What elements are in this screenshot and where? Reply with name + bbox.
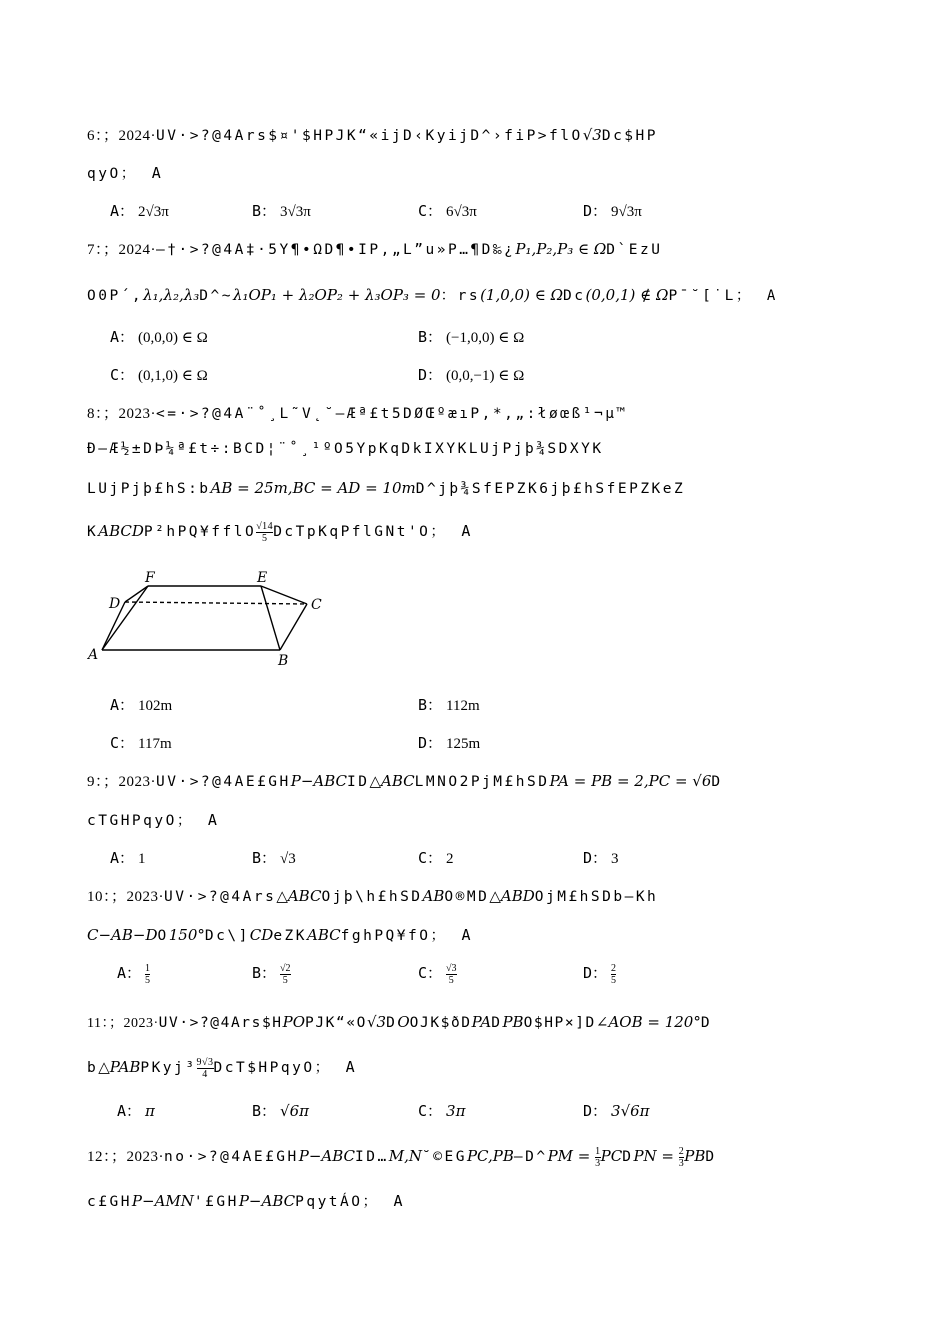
- q7-line-1: 7：；2024·—†·>?@4A‡·5Y¶•ΩD¶•IP,„L”u»P…¶D‰¿P₁,P₂,P₃ ∈ ΩD`EzU: [87, 240, 663, 258]
- edge-dc-hidden: [125, 602, 307, 604]
- label-e: E: [257, 570, 268, 586]
- q7-option-b: B： (−1,0,0) ∈ Ω: [418, 328, 525, 346]
- label-d: D: [109, 596, 121, 612]
- q8-option-b: B： 112m: [418, 696, 480, 714]
- q9-option-d: D： 3: [583, 849, 619, 867]
- q7-line-2: O0P´,λ₁,λ₂,λ₃D^~λ₁OP₁ + λ₂OP₂ + λ₃OP₃ = 0：rs(1,0,0) ∈ ΩDc(0,0,1) ∉ ΩP¯˘[˙L； A: [87, 286, 778, 304]
- label-f: F: [145, 570, 155, 586]
- q12-fraction-2: $\frac{2}{3}$: [678, 1146, 685, 1170]
- q12-line-2: c£GHP−AMN'£GHP−ABCPqytÁO； A: [87, 1192, 405, 1210]
- label-a: A: [88, 647, 99, 663]
- label-b: B: [278, 653, 289, 669]
- q9-option-a: A： 1: [110, 849, 146, 867]
- q6-line-2: qyO； A: [87, 164, 163, 182]
- q12-line-1: 12：；2023·no·>?@4AE£GHP−ABCID…M,N˘©EGPC,PB—D^PM = $\frac{1}{3}$ PCDPN = $\frac{2}{3}$ PBD: [87, 1146, 717, 1170]
- q12-fraction-1: $\frac{1}{3}$: [595, 1146, 601, 1170]
- q9-line-1: 9：；2023·UV·>?@4AE£GHP−ABCID△ABCLMNO2PjM£hSDPA = PB = 2,PC = √6D: [87, 772, 723, 790]
- q11-option-d: D： 3√6π: [583, 1102, 650, 1120]
- q9-line-2: cTGHPqyO； A: [87, 811, 219, 829]
- q8-fraction: $\frac{√14}{5}$: [256, 521, 274, 545]
- q8-line-3: LUjPjþ£hS:bAB = 25m,BC = AD = 10mD^jþ¾SfEPZK6jþ£hSfEPZKeZ: [87, 479, 686, 497]
- frustum-figure: [85, 565, 335, 670]
- q11-line-2: b△PABPKyj³ $\frac{9√3}{4}$ DcT$HPqyO； A: [87, 1057, 357, 1081]
- q8-line-4: KABCDP²hPQ¥fflO $\frac{√14}{5}$ DcTpKqPflGNt'O； A: [87, 521, 473, 545]
- q11-option-c: C： 3π: [418, 1102, 466, 1120]
- edge-ec: [261, 586, 307, 604]
- q11-fraction: $\frac{9√3}{4}$: [196, 1057, 214, 1081]
- q10-option-c: C： $\frac{√3}{5}$: [418, 963, 457, 987]
- q7-option-c: C： (0,1,0) ∈ Ω: [110, 366, 208, 384]
- q6-option-b: B： 3√3π: [252, 202, 311, 220]
- q11-line-1: 11：；2023·UV·>?@4Ars$HPOPJK“«O√3DOOJK$ðDPADPBO$HP×]D∠AOB = 120°D: [87, 1013, 713, 1031]
- q7-option-a: A： (0,0,0) ∈ Ω: [110, 328, 208, 346]
- q8-line-2: Ð—Æ½±DÞ¼ª£t÷:BCD¦¨˚¸¹ºO5YpKqDkIXYKLUjPjþ¾SDXYK: [87, 441, 604, 457]
- q10-option-d: D： $\frac{2}{5}$: [583, 963, 617, 987]
- edge-bc: [280, 604, 307, 650]
- q7-option-d: D： (0,0,−1) ∈ Ω: [418, 366, 525, 384]
- q11-option-b: B： √6π: [252, 1102, 309, 1120]
- label-c: C: [311, 597, 322, 613]
- edge-df: [125, 586, 148, 602]
- q9-option-c: C： 2: [418, 849, 454, 867]
- q8-option-d: D： 125m: [418, 734, 481, 752]
- q10-option-a: A： $\frac{1}{5}$: [117, 963, 151, 987]
- q6-option-d: D： 9√3π: [583, 202, 642, 220]
- q10-line-2: C−AB−DO150°Dc\]CDeZKABCfghPQ¥fO； A: [87, 926, 473, 944]
- q8-option-c: C： 117m: [110, 734, 172, 752]
- q9-option-b: B： √3: [252, 849, 296, 867]
- q6-option-c: C： 6√3π: [418, 202, 477, 220]
- q8-line-1: 8：；2023·<=·>?@4A¨˚¸L˜V˛˘—Æª£t5DØŒºæıP,*,„:łøœß¹¬µ™: [87, 406, 628, 422]
- q8-option-a: A： 102m: [110, 696, 173, 714]
- q6-option-a: A： 2√3π: [110, 202, 169, 220]
- q6-line-1: 6：；2024·UV·>?@4Ars$¤'$HPJK“«ijD‹KyijD^›fiP>flO√3Dc$HP: [87, 126, 658, 144]
- q10-line-1: 10：；2023·UV·>?@4Ars△ABCOjþ\h£hSDABO®MD△ABDOjM£hSDb—Kh: [87, 887, 659, 905]
- edge-eb: [261, 586, 280, 650]
- q11-option-a: A： π: [117, 1102, 155, 1120]
- q10-option-b: B： $\frac{√2}{5}$: [252, 963, 291, 987]
